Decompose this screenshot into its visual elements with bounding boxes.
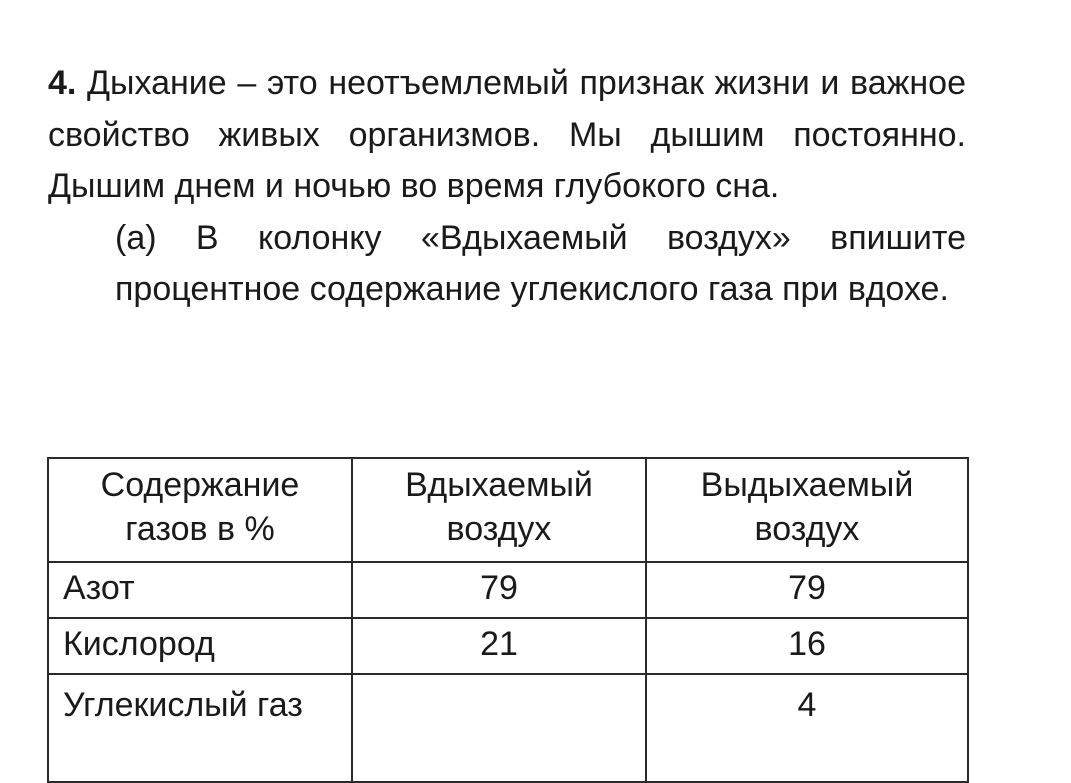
gas-content-table bbox=[47, 457, 969, 783]
gas-name-cell: Углекислый газ bbox=[48, 674, 352, 782]
exhaled-value-cell: 16 bbox=[646, 618, 968, 674]
exhaled-value-cell: 79 bbox=[646, 562, 968, 618]
task-number: 4. bbox=[48, 64, 77, 102]
task-intro bbox=[48, 58, 966, 213]
table-row bbox=[48, 674, 968, 782]
header-gas-content: Содержание газов в % bbox=[48, 458, 352, 562]
header-exhaled-air: Выдыхаемый воздух bbox=[646, 458, 968, 562]
header-inhaled-air: Вдыхаемый воздух bbox=[352, 458, 646, 562]
inhaled-value-cell: 21 bbox=[352, 618, 646, 674]
inhaled-answer-cell[interactable] bbox=[352, 674, 646, 782]
table-row bbox=[48, 618, 968, 674]
table-header-row bbox=[48, 458, 968, 562]
table-row bbox=[48, 562, 968, 618]
inhaled-value-cell: 79 bbox=[352, 562, 646, 618]
task-intro-text: Дыхание – это неотъемлемый признак жизни и важное свойство живых организмов. Мы дышим постоянно. Дышим днем и ночью во время глубокого сна. bbox=[48, 64, 966, 205]
sub-task-a: (а) В колонку «Вдыхаемый воздух» впишите процентное содержание углекислого газа при вдохе. bbox=[115, 218, 966, 308]
gas-name-cell: Кислород bbox=[48, 618, 352, 674]
gas-name-cell: Азот bbox=[48, 562, 352, 618]
exhaled-value-cell: 4 bbox=[646, 674, 968, 782]
task-block bbox=[48, 58, 966, 316]
